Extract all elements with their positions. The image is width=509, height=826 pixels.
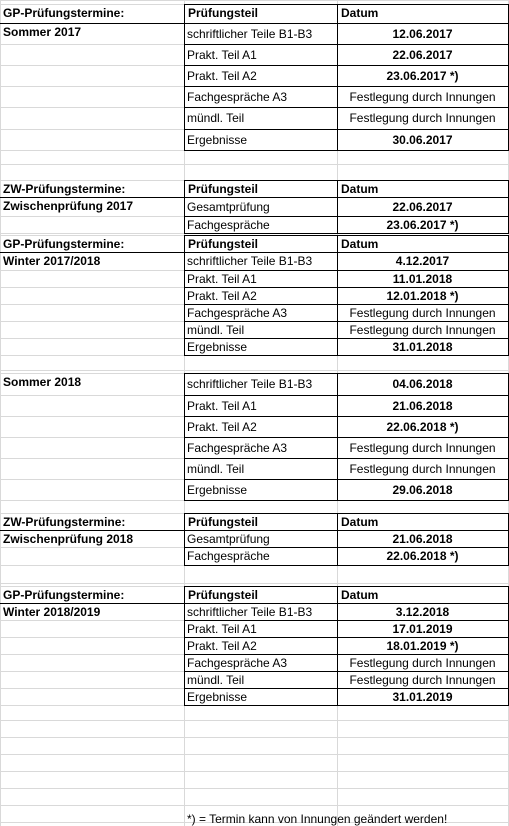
block-heading[interactable]: GP-Prüfungstermine: (3, 6, 125, 20)
table-border (184, 513, 508, 514)
exam-date-cell[interactable]: 04.06.2018 (392, 377, 453, 391)
column-header-part[interactable]: Prüfungsteil (188, 237, 259, 251)
column-header-date[interactable]: Datum (341, 182, 379, 196)
table-border (184, 216, 508, 217)
exam-part-cell[interactable]: Prakt. Teil A1 (187, 622, 257, 636)
grid-line (0, 0, 1, 826)
table-border (184, 4, 508, 5)
column-header-part[interactable]: Prüfungsteil (188, 588, 259, 602)
exam-date-cell[interactable]: 11.01.2018 (392, 272, 453, 286)
table-border (184, 500, 509, 501)
exam-part-cell[interactable]: Fachgespräche A3 (187, 90, 288, 104)
exam-part-cell[interactable]: Ergebnisse (187, 483, 248, 497)
table-border (184, 304, 508, 305)
column-header-part[interactable]: Prüfungsteil (188, 515, 259, 529)
table-border (184, 705, 509, 706)
column-header-date[interactable]: Datum (341, 237, 379, 251)
exam-part-cell[interactable]: schriftlicher Teile B1-B3 (187, 605, 313, 619)
exam-part-cell[interactable]: Prakt. Teil A1 (187, 272, 257, 286)
block-heading[interactable]: GP-Prüfungstermine: (3, 237, 125, 251)
exam-date-cell[interactable]: 23.06.2017 *) (386, 218, 459, 232)
exam-part-cell[interactable]: Prakt. Teil A2 (187, 639, 257, 653)
grid-line (0, 370, 509, 371)
table-border (0, 23, 184, 24)
grid-line (0, 737, 509, 738)
exam-part-cell[interactable]: Gesamtprüfung (187, 532, 270, 546)
table-border (184, 654, 508, 655)
exam-part-cell[interactable]: Ergebnisse (187, 133, 248, 147)
block-heading[interactable]: ZW-Prüfungstermine: (3, 515, 126, 529)
grid-line (0, 164, 509, 165)
column-header-date[interactable]: Datum (341, 6, 379, 20)
table-border (184, 233, 509, 234)
table-border (184, 373, 508, 374)
exam-date-cell[interactable]: 31.01.2018 (392, 340, 453, 354)
block-subheading[interactable]: Winter 2017/2018 (3, 254, 101, 268)
exam-part-cell[interactable]: schriftlicher Teile B1-B3 (187, 27, 313, 41)
table-border (184, 416, 508, 417)
exam-date-cell[interactable]: 30.06.2017 (392, 133, 453, 147)
grid-line (0, 720, 509, 721)
exam-date-cell[interactable]: 22.06.2017 (392, 48, 453, 62)
table-border (184, 437, 508, 438)
table-border (0, 252, 184, 253)
exam-part-cell[interactable]: schriftlicher Teile B1-B3 (187, 377, 313, 391)
exam-part-cell[interactable]: Prakt. Teil A2 (187, 289, 257, 303)
exam-date-cell[interactable]: Festlegung durch Innungen (349, 90, 496, 104)
exam-date-cell[interactable]: Festlegung durch Innungen (349, 306, 496, 320)
exam-date-cell[interactable]: 22.06.2018 *) (386, 549, 459, 563)
table-border (184, 565, 509, 566)
table-border (184, 180, 185, 233)
exam-part-cell[interactable]: mündl. Teil (187, 462, 245, 476)
exam-date-cell[interactable]: 29.06.2018 (392, 483, 453, 497)
column-header-date[interactable]: Datum (341, 515, 379, 529)
exam-part-cell[interactable]: Fachgespräche A3 (187, 656, 288, 670)
footnote[interactable]: *) = Termin kann von Innungen geändert werden! (187, 812, 448, 826)
exam-part-cell[interactable]: Fachgespräche A3 (187, 306, 288, 320)
table-border (184, 530, 508, 531)
table-border (184, 287, 508, 288)
table-border (184, 252, 508, 253)
exam-date-cell[interactable]: 31.01.2019 (392, 690, 453, 704)
table-border (184, 688, 508, 689)
grid-line (0, 754, 509, 755)
exam-date-cell[interactable]: 3.12.2018 (395, 605, 450, 619)
table-border (184, 479, 508, 480)
exam-part-cell[interactable]: Prakt. Teil A2 (187, 69, 257, 83)
column-header-part[interactable]: Prüfungsteil (188, 182, 259, 196)
exam-part-cell[interactable]: mündl. Teil (187, 111, 245, 125)
exam-date-cell[interactable]: Festlegung durch Innungen (349, 323, 496, 337)
table-border (184, 180, 508, 181)
column-header-part[interactable]: Prüfungsteil (188, 6, 259, 20)
table-border (184, 150, 509, 151)
exam-date-cell[interactable]: 22.06.2017 (392, 200, 453, 214)
table-border (184, 620, 508, 621)
exam-part-cell[interactable]: Gesamtprüfung (187, 200, 270, 214)
exam-date-cell[interactable]: Festlegung durch Innungen (349, 462, 496, 476)
exam-date-cell[interactable]: 21.06.2018 (392, 532, 453, 546)
table-border (184, 637, 508, 638)
exam-date-cell[interactable]: 4.12.2017 (395, 254, 450, 268)
table-border (184, 586, 508, 587)
exam-part-cell[interactable]: Prakt. Teil A1 (187, 48, 257, 62)
table-border (0, 603, 184, 604)
block-heading[interactable]: ZW-Prüfungstermine: (3, 182, 126, 196)
exam-date-cell[interactable]: Festlegung durch Innungen (349, 441, 496, 455)
table-border (184, 338, 508, 339)
table-border (184, 107, 508, 108)
table-border (184, 235, 508, 236)
exam-part-cell[interactable]: schriftlicher Teile B1-B3 (187, 254, 313, 268)
table-border (0, 530, 184, 531)
table-border (0, 197, 184, 198)
table-border (184, 65, 508, 66)
grid-line (0, 805, 509, 806)
table-border (184, 458, 508, 459)
exam-part-cell[interactable]: Prakt. Teil A1 (187, 399, 257, 413)
exam-date-cell[interactable]: 23.06.2017 *) (386, 69, 459, 83)
exam-part-cell[interactable]: mündl. Teil (187, 323, 245, 337)
exam-part-cell[interactable]: Fachgespräche (187, 218, 270, 232)
grid-line (0, 0, 509, 1)
exam-part-cell[interactable]: Ergebnisse (187, 690, 248, 704)
grid-line (0, 583, 509, 584)
exam-part-cell[interactable]: Fachgespräche (187, 549, 270, 563)
block-heading[interactable]: GP-Prüfungstermine: (3, 588, 125, 602)
block-subheading[interactable]: Winter 2018/2019 (3, 605, 101, 619)
exam-date-cell[interactable]: 18.01.2019 *) (386, 639, 459, 653)
table-border (184, 86, 508, 87)
table-border (184, 321, 508, 322)
table-border (184, 671, 508, 672)
exam-date-cell[interactable]: 17.01.2019 (392, 622, 453, 636)
table-border (184, 129, 508, 130)
table-border (184, 44, 508, 45)
block-subheading[interactable]: Zwischenprüfung 2017 (3, 199, 134, 213)
grid-line (0, 788, 509, 789)
exam-date-cell[interactable]: 12.06.2017 (392, 27, 453, 41)
grid-line (0, 771, 509, 772)
table-border (184, 547, 508, 548)
block-subheading[interactable]: Sommer 2017 (3, 25, 82, 39)
table-border (184, 355, 509, 356)
exam-date-cell[interactable]: 21.06.2018 (392, 399, 453, 413)
table-border (184, 197, 508, 198)
table-border (184, 270, 508, 271)
exam-date-cell[interactable]: 22.06.2018 *) (386, 420, 459, 434)
exam-date-cell[interactable]: Festlegung durch Innungen (349, 656, 496, 670)
table-border (184, 513, 185, 565)
table-border (184, 235, 185, 355)
exam-part-cell[interactable]: Ergebnisse (187, 340, 248, 354)
exam-part-cell[interactable]: Prakt. Teil A2 (187, 420, 257, 434)
exam-part-cell[interactable]: Fachgespräche A3 (187, 441, 288, 455)
table-border (184, 603, 508, 604)
block-subheading[interactable]: Zwischenprüfung 2018 (3, 532, 134, 546)
column-header-date[interactable]: Datum (341, 588, 379, 602)
exam-date-cell[interactable]: Festlegung durch Innungen (349, 673, 496, 687)
exam-date-cell[interactable]: Festlegung durch Innungen (349, 111, 496, 125)
block-subheading[interactable]: Sommer 2018 (3, 375, 82, 389)
table-border (184, 395, 508, 396)
exam-date-cell[interactable]: 12.01.2018 *) (386, 289, 459, 303)
table-border (184, 23, 508, 24)
exam-part-cell[interactable]: mündl. Teil (187, 673, 245, 687)
